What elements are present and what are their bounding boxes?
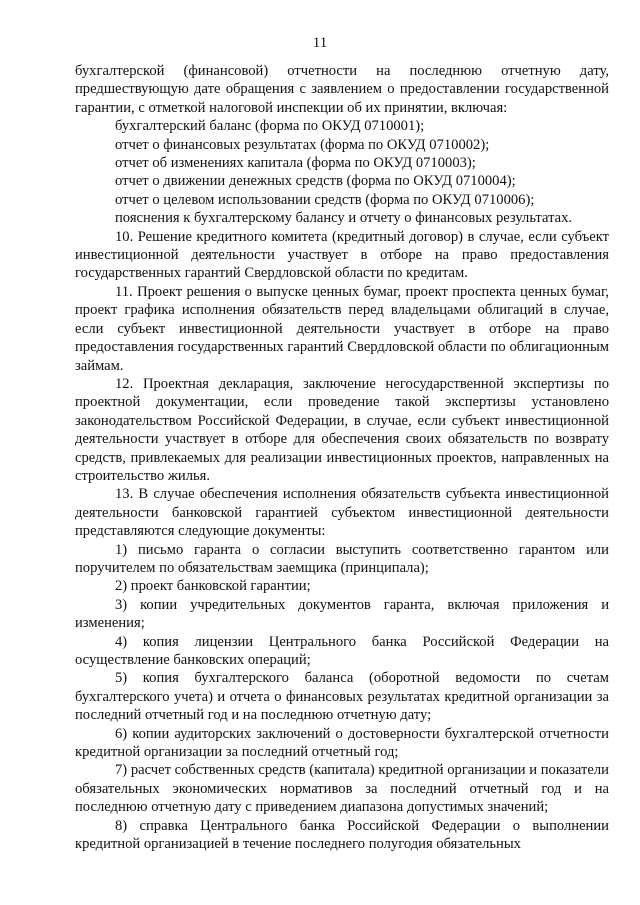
paragraph-item-12: 12. Проектная декларация, заключение негосударственной экспертизы по проектной документации, если проведение такой экспертизы установлено законодательством Российской Федерации, в случае, если субъект инвестиционной деятельности участвует в отборе для обеспечения своих обязательств по возврату средств, привлекаемых для реализации инвестиционных проектов, направленных на строительство жилья. <box>75 375 609 484</box>
list-item-financial-results: отчет о финансовых результатах (форма по ОКУД 0710002); <box>115 136 490 153</box>
subitem-3: 3) копии учредительных документов гаранта, включая приложения и изменения; <box>75 596 609 632</box>
page-number: 11 <box>312 35 328 51</box>
list-item-capital-changes: отчет об изменениях капитала (форма по ОКУД 0710003); <box>115 155 476 172</box>
paragraph-financial-statements-intro: бухгалтерской (финансовой) отчетности на последнюю отчетную дату, предшествующую дате обращения с заявлением о предоставлении государственной гарантии, с отметкой налоговой инспекции об их принятии, включая: <box>75 63 609 116</box>
paragraph-item-13: 13. В случае обеспечения исполнения обязательств субъекта инвестиционной деятельности банковской гарантией субъектом инвестиционной деятельности представляются следующие документы: <box>75 486 609 540</box>
subitem-4: 4) копия лицензии Центрального банка Российской Федерации на осуществление банковских операций; <box>75 633 609 668</box>
paragraph-item-10: 10. Решение кредитного комитета (кредитный договор) в случае, если субъект инвестиционной деятельности участвует в отборе на право предоставления государственных гарантий Свердловской области по кредитам. <box>75 228 609 282</box>
paragraph-item-11: 11. Проект решения о выпуске ценных бумаг, проект проспекта ценных бумаг, проект графика исполнения обязательств перед владельцами облигаций в случае, если субъект инвестиционной деятельности участвует в отборе на право предоставления государственных гарантий Свердловской области по облигационным займам. <box>75 283 609 374</box>
subitem-2: 2) проект банковской гарантии; <box>115 578 311 595</box>
document-body <box>75 62 609 853</box>
subitem-5: 5) копия бухгалтерского баланса (оборотной ведомости по счетам бухгалтерского учета) и отчета о финансовых результатах кредитной организации за последний отчетный год и на последнюю отчетную дату; <box>75 670 609 724</box>
subitem-8: 8) справка Центрального банка Российской Федерации о выполнении кредитной организацией в течение последнего полугодия обязательных <box>75 817 609 853</box>
subitem-6: 6) копии аудиторских заключений о достоверности бухгалтерской отчетности кредитной организации за последний отчетный год; <box>75 725 609 761</box>
subitem-1: 1) письмо гаранта о согласии выступить соответственно гарантом или поручителем по обязательствам заемщика (принципала); <box>75 541 609 576</box>
subitem-7: 7) расчет собственных средств (капитала) кредитной организации и показатели обязательных экономических нормативов за последний отчетный год и на последнюю отчетную дату с приведением диапазона допустимых значений; <box>75 762 609 816</box>
list-item-cash-flow: отчет о движении денежных средств (форма по ОКУД 0710004); <box>115 173 516 190</box>
list-item-target-use-of-funds: отчет о целевом использовании средств (форма по ОКУД 0710006); <box>115 191 535 208</box>
list-item-explanations: пояснения к бухгалтерскому балансу и отчету о финансовых результатах. <box>115 210 573 227</box>
list-item-balance-sheet: бухгалтерский баланс (форма по ОКУД 0710001); <box>115 118 425 135</box>
